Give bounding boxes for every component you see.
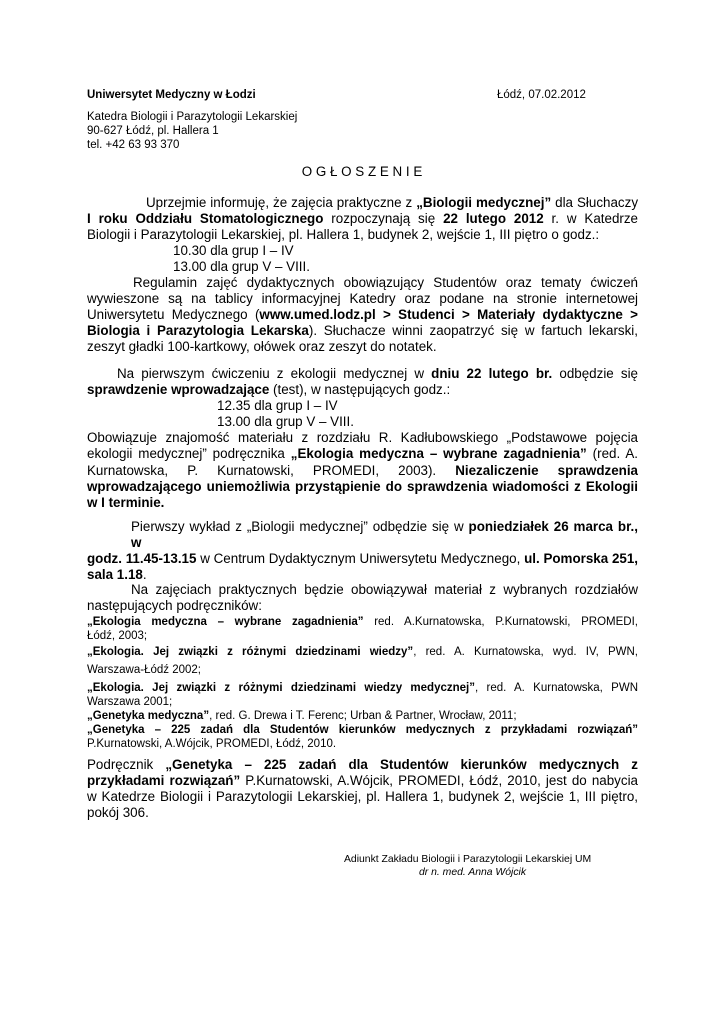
schedule-line: 10.30 dla grup I – IV [173, 243, 294, 259]
signature-role: Adiunkt Zakładu Biologii i Parazytologii Lekarskiej UM [344, 854, 592, 865]
text-line: Kurnatowska, P. Kurnatowski, PROMEDI, 2003). Niezaliczenie sprawdzenia [87, 462, 638, 478]
signature-name: dr n. med. Anna Wójcik [419, 867, 527, 878]
schedule-line: 12.35 dla grup I – IV [217, 398, 338, 414]
bibliography-list [87, 615, 638, 751]
text-line: sala 1.18. [87, 567, 147, 583]
bibliography-item: „Ekologia. Jej związki z różnymi dziedzinami wiedzy medycznej”, red. A. Kurnatowska, PWN [87, 682, 638, 695]
document-date: Łódź, 07.02.2012 [497, 89, 586, 101]
text-line: Regulamin zajęć dydaktycznych obowiązujący Studentów oraz tematy ćwiczeń [133, 275, 638, 290]
department-address: 90-627 Łódź, pl. Hallera 1 [87, 125, 219, 137]
bibliography-item-cont: Łódź, 2003; [87, 630, 148, 643]
paragraph-test [87, 366, 638, 511]
text-line: przykładami rozwiązań” P.Kurnatowski, A.Wójcik, PROMEDI, Łódź, 2010, jest do nabycia [87, 773, 638, 789]
bibliography-item: „Genetyka – 225 zadań dla Studentów kierunków medycznych z przykładami rozwiązań” [87, 724, 638, 737]
text-line: Biologia i Parazytologia Lekarska). Słuchacze winni zaopatrzyć się w fartuch lekarski, [87, 323, 638, 339]
university-name: Uniwersytet Medyczny w Łodzi [87, 89, 256, 101]
text-line: Na pierwszym ćwiczeniu z ekologii medycznej w dniu 22 lutego br. odbędzie się [117, 366, 638, 381]
text-line: Na zajęciach praktycznych będzie obowiązywał materiał z wybranych rozdziałów [131, 582, 638, 597]
text-line: I roku Oddziału Stomatologicznego rozpoczynają się 22 lutego 2012 r. w Katedrze [87, 211, 639, 227]
text-line: pokój 306. [87, 805, 149, 821]
schedule-line: 13.00 dla grup V – VIII. [173, 259, 310, 275]
page-title: O G Ł O S Z E N I E [301, 164, 423, 179]
text-line: ekologii medycznej” podręcznika „Ekologia medyczna – wybrane zagadnienia” (red. A. [87, 446, 638, 462]
paragraph-intro [87, 195, 638, 275]
text-line: wprowadzającego uniemożliwia przystąpienie do sprawdzenia wiadomości z Ekologii [87, 478, 638, 494]
text-line: Podręcznik „Genetyka – 225 zadań dla Studentów kierunków medycznych z [87, 757, 638, 772]
text-line: w I terminie. [87, 494, 165, 510]
department-phone: tel. +42 63 93 370 [87, 139, 180, 151]
paragraph-lecture [87, 519, 638, 583]
bibliography-item: „Ekologia medyczna – wybrane zagadnienia” red. A.Kurnatowska, P.Kurnatowski, PROMEDI, [87, 616, 638, 629]
text-line: Uprzejmie informuję, że zajęcia praktyczne z „Biologii medycznej” dla Słuchaczy [146, 195, 639, 210]
bibliography-item: „Ekologia. Jej związki z różnymi dziedzinami wiedzy”, red. A. Kurnatowska, wyd. IV, PWN, [87, 646, 638, 659]
text-line: Uniwersytetu Medycznego (www.umed.lodz.pl > Studenci > Materiały dydaktyczne > [87, 307, 639, 323]
text-line: Obowiązuje znajomość materiału z rozdziału R. Kadłubowskiego „Podstawowe pojęcia [87, 430, 638, 446]
department-name: Katedra Biologii i Parazytologii Lekarskiej [87, 111, 298, 123]
text-line: sprawdzenie wprowadzające (test), w następujących godz.: [87, 382, 451, 398]
bibliography-item-cont: P.Kurnatowski, A.Wójcik, PROMEDI, Łódź, 2010. [87, 738, 337, 751]
paragraph-textbooks [87, 582, 638, 751]
text-line: w Katedrze Biologii i Parazytologii Lekarskiej, pl. Hallera 1, budynek 2, wejście 1, III piętro, [87, 789, 638, 805]
text-line: godz. 11.45-13.15 w Centrum Dydaktycznym Uniwersytetu Medycznego, ul. Pomorska 251, [87, 551, 639, 567]
paragraph-regulations [87, 275, 638, 355]
bibliography-item-cont: Warszawa 2001; [87, 696, 173, 709]
text-line: Pierwszy wykład z „Biologii medycznej” odbędzie się w poniedziałek 26 marca br., w [131, 519, 638, 551]
bibliography-item-cont: Warszawa-Łódź 2002; [87, 664, 201, 677]
schedule-line: 13.00 dla grup V – VIII. [217, 414, 354, 430]
text-line: zeszyt gładki 100-kartkowy, ołówek oraz zeszyt do notatek. [87, 339, 437, 355]
paragraph-purchase [87, 757, 638, 821]
bibliography-item: „Genetyka medyczna”, red. G. Drewa i T. Ferenc; Urban & Partner, Wrocław, 2011; [87, 710, 517, 723]
text-line: następujących podręczników: [87, 598, 262, 614]
text-line: wywieszone są na tablicy informacyjnej Katedry oraz podane na stronie internetowej [87, 291, 638, 307]
text-line: Biologii i Parazytologii Lekarskiej, pl. Hallera 1, budynek 2, wejście 1, III piętro o godz.: [87, 227, 600, 243]
